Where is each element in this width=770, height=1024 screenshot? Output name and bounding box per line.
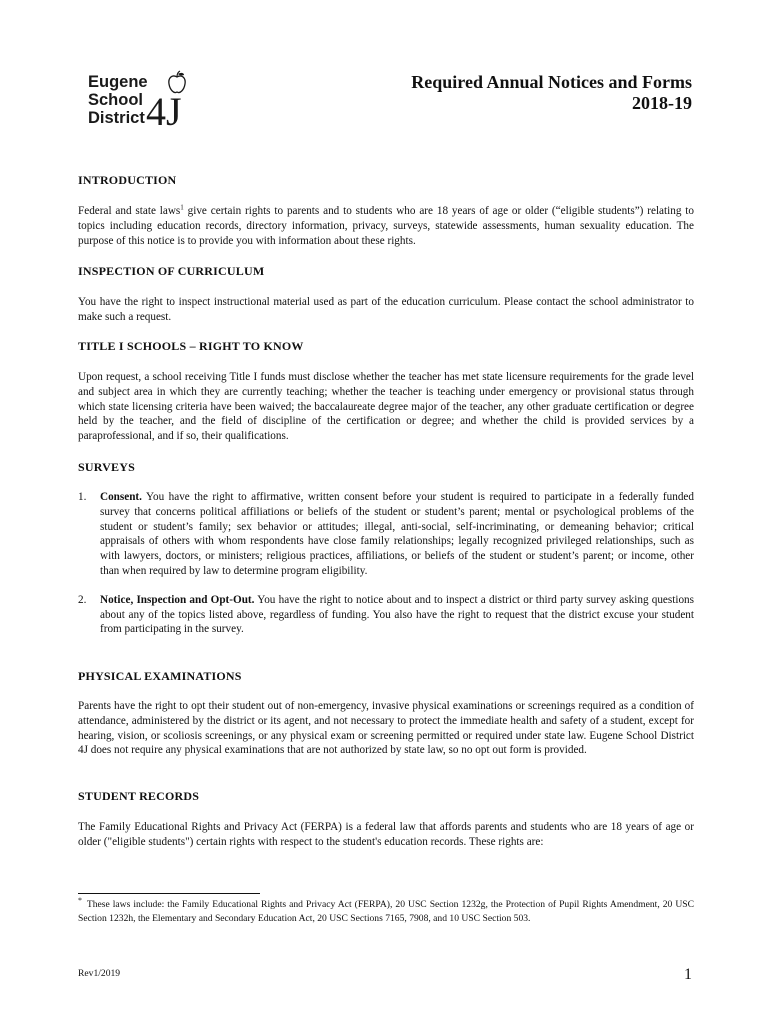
logo-line-2: School [88,91,144,109]
footnote-text: These laws include: the Family Educational Rights and Privacy Act (FERPA), 20 USC Section 1232g, the Protection of Pupil Rights Amendment, 20 USC Section 1232h, the Elementary and Secondary Education Act, 20 USC Sections 7165, 7908, and 10 USC Section 503. [78,899,694,924]
list-item-number: 2. [78,593,87,606]
introduction-text [78,204,694,248]
curriculum-text: You have the right to inspect instructional material used as part of the education curriculum. Please contact the school administrator to make such a request. [78,296,694,323]
intro-text-rest: give certain rights to parents and to students who are 18 years of age or older (“eligible students”) relating to topics including education records, directory information, privacy, surveys, statewide assessments, human sexuality education. The purpose of this notice is to provide you with information about these rights. [78,205,694,247]
title-i-heading: TITLE I SCHOOLS – RIGHT TO KNOW [78,339,304,353]
section-surveys [78,460,694,637]
section-introduction [78,173,694,248]
logo-mark: 4J [146,89,182,134]
logo-line-3: District [88,109,145,127]
section-physical-examinations [78,669,694,758]
district-logo [88,70,198,136]
intro-text-start: Federal and state laws [78,205,181,217]
title-line-2: 2018-19 [632,93,692,113]
revision-label: Rev1/2019 [78,968,121,979]
title-i-text: Upon request, a school receiving Title I funds must disclose whether the teacher has met state licensure requirements for the grade level and subject area in which they are currently teaching; whether the teacher is teaching under emergency or provisional status through which state licensing criteria have been waived; the baccalaureate degree major of the teacher, any other graduate certification or degree held by the teacher, and the field of discipline of the certification or degree; and whether the child is provided services by a paraprofessional, and if so, their qualifications. [78,371,694,443]
records-text: The Family Educational Rights and Privacy Act (FERPA) is a federal law that affords parents and students who are 18 years of age or older ("eligible students") certain rights with respect to the student's education records. These rights are: [78,821,694,848]
list-item-lead: Consent. [100,491,142,503]
footnote-ref: 1 [180,203,184,212]
surveys-list [78,490,694,637]
introduction-heading: INTRODUCTION [78,173,177,187]
list-item-number: 1. [78,491,87,503]
footnote-divider [78,893,260,894]
physical-heading: PHYSICAL EXAMINATIONS [78,669,242,683]
list-item-lead: Notice, Inspection and Opt-Out. [100,593,255,606]
section-curriculum [78,264,694,325]
apple-icon [166,70,188,96]
physical-text: Parents have the right to opt their student out of non-emergency, invasive physical examinations or screenings required as a condition of attendance, administered by the district or its agent, and not necessary to protect the immediate health and safety of a student, except for hearing, vision, or scoliosis screenings, or any physical exam or screening permitted or required under state law. Eugene School District 4J does not require any physical examinations that are not authorized by state law, so no opt out form is provided. [78,700,694,757]
document-title [411,72,692,114]
surveys-heading: SURVEYS [78,460,135,474]
list-item-text: You have the right to notice about and to inspect a district or third party survey asking questions about any of the topics listed above, regardless of funding. You also have the right to request that the district excuse your student from participating in the survey. [100,593,695,636]
section-student-records [78,789,694,850]
list-item [78,593,694,637]
page-number: 1 [684,966,692,983]
list-item [78,490,694,579]
section-title-i [78,339,694,444]
footnote-mark: * [78,895,82,905]
footnote [78,895,694,926]
records-heading: STUDENT RECORDS [78,789,200,803]
logo-line-1: Eugene [88,73,148,91]
curriculum-heading: INSPECTION OF CURRICULUM [78,264,265,278]
list-item-text: You have the right to affirmative, written consent before your student is required to participate in a federally funded survey that concerns political affiliations or beliefs of the student or student’s parent; mental or psychological problems of the student or student’s family; sex behavior or attitudes; illegal, anti-social, self-incriminating, or demeaning behavior; critical appraisals of others with whom respondents have close family relationships; legally recognized privileged relationships, such as with lawyers, doctors, or ministers; religious practices, affiliations, or beliefs of the student or student’s parent; or income, other than when required by law to determine program eligibility. [100,491,694,577]
title-line-1: Required Annual Notices and Forms [411,72,692,92]
